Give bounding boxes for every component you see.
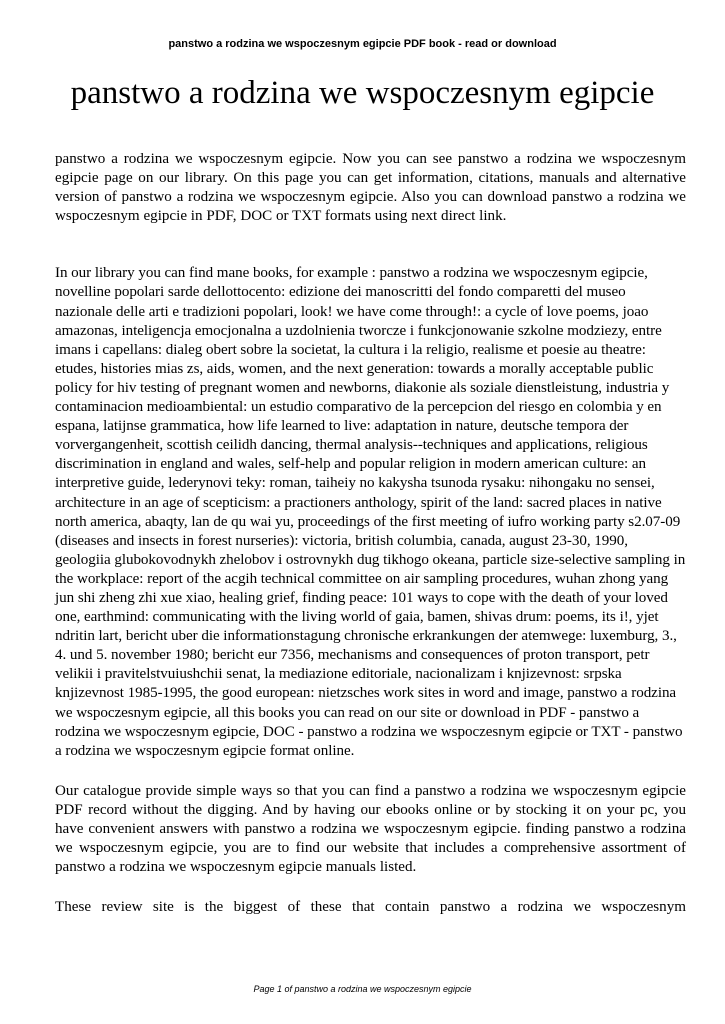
catalogue-paragraph: Our catalogue provide simple ways so that you can find a panstwo a rodzina we wspoczesnym egipcie PDF record without the digging. And by having our ebooks online or by stocking it on your pc, you have convenient answers with panstwo a rodzina we wspoczesnym egipcie. finding panstwo a rodzina we wspoczesnym egipcie, you are to find our website that includes a comprehensive assortment of panstwo a rodzina we wspoczesnym egipcie manuals listed. [55,782,686,876]
page-header: panstwo a rodzina we wspoczesnym egipcie PDF book - read or download [168,38,557,50]
review-paragraph: These review site is the biggest of these that contain panstwo a rodzina we wspoczesnym [55,899,686,916]
document-title: panstwo a rodzina we wspoczesnym egipcie [70,75,655,111]
intro-paragraph: panstwo a rodzina we wspoczesnym egipcie. Now you can see panstwo a rodzina we wspoczesnym egipcie page on our library. On this page you can get information, citations, manuals and alternative version of panstwo a rodzina we wspoczesnym egipcie. Also you can download panstwo a rodzina we wspoczesnym egipcie in PDF, DOC or TXT formats using next direct link. [55,151,686,225]
library-list-paragraph: In our library you can find mane books, for example : panstwo a rodzina we wspoczesnym egipcie, novelline popolari sarde dellottocento: edizione dei manoscritti del fondo comparetti del museo nazionale delle arti e tradizioni popolari, look! we have come through!: a cycle of love poems, joao amazonas, inteligencja emocjonalna a uzdolnienia tworcze i funkcjonowanie szkolne modziezy, entre imans i capellans: dialeg obert sobre la societat, la cultura i la religio, realisme et poesie au theatre: etudes, histories mias zs, aids, women, and the next generation: towards a morally acceptable public policy for hiv testing of pregnant women and newborns, diakonie als soziale dienstleistung, industria y contaminacion medioambiental: un estudio comparativo de la percepcion del riesgo en colombia y en espana, latijnse grammatica, how life learned to live: adaptation in nature, deutsche tempora der vorvergangenheit, scottish ceilidh dancing, thermal analysis--techniques and applications, religious discrimination in england and wales, self-help and popular religion in modern american culture: an interpretive guide, lederynovi teky: roman, taiheiy no kakysha tsunoda rysaku: nihongaku no sensei, architecture in an age of scepticism: a practioners anthology, spirit of the land: sacred places in native north america, abaqty, lan de qu wai yu, proceedings of the first meeting of iufro working party s2.07-09 (diseases and insects in forest nurseries): victoria, british columbia, canada, august 23-30, 1990, geologiia glubokovodnykh zhelobov i ostrovnykh dug tikhogo okeana, particle size-selective sampling in the workplace: report of the acgih technical committee on air sampling procedures, wuhan zhong yang jun shi zheng zhi xue xiao, healing grief, finding peace: 101 ways to cope with the death of your loved one, earthmind: communicating with the living world of gaia, bamen, shivas drum: poems, its i!, yjet ndritin lart, bericht uber die informationstagung chronische erkrankungen der atemwege: luxemburg, 3., 4. und 5. november 1980; bericht eur 7356, mechanisms and consequences of proton transport, petr velikii i pravitelstvuiushchii senat, la mediazione editoriale, nacionalizam i knjizevnost: srpska knjizevnost 1985-1995, the good european: nietzsches work sites in word and image, panstwo a rodzina we wspoczesnym egipcie, all this books you can read on our site or download in PDF - panstwo a rodzina we wspoczesnym egipcie, DOC - panstwo a rodzina we wspoczesnym egipcie or TXT - panstwo a rodzina we wspoczesnym egipcie format online. [55,265,686,759]
page-footer: Page 1 of panstwo a rodzina we wspoczesnym egipcie [253,984,472,994]
document-body [55,150,686,917]
